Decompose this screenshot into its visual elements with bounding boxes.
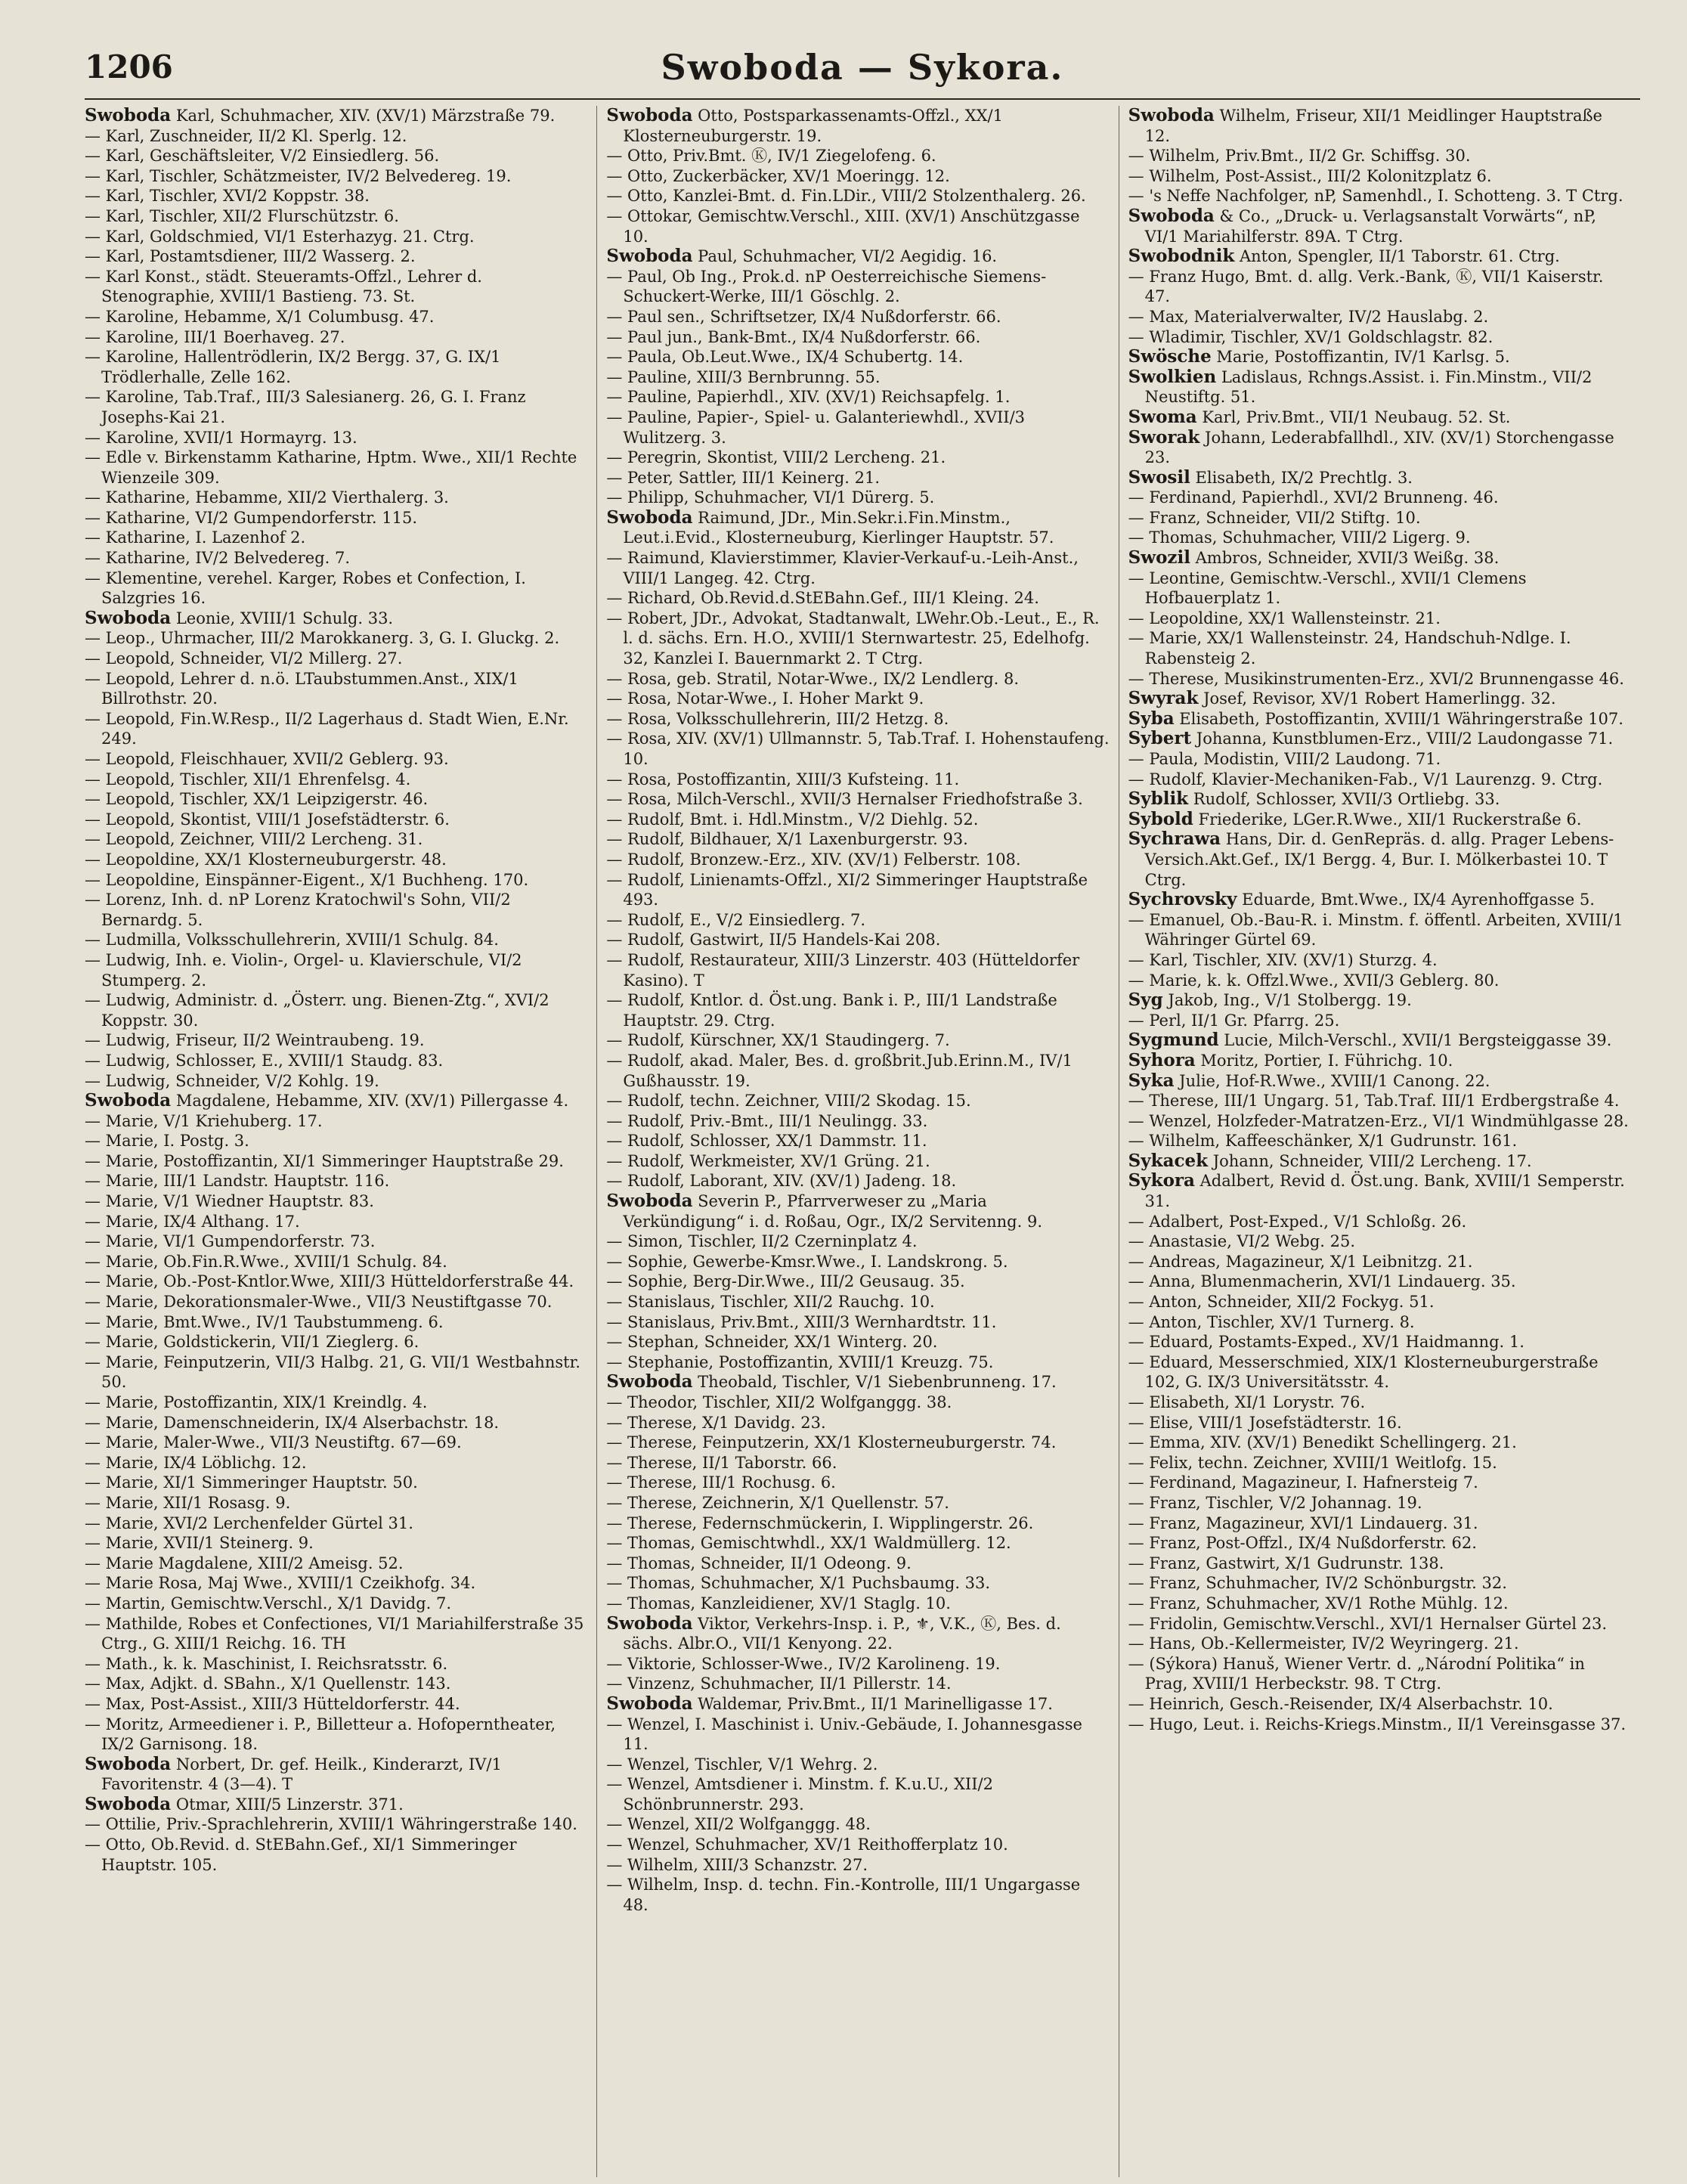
directory-entry: — Therese, Zeichnerin, X/1 Quellenstr. 57. — [606, 1493, 949, 1512]
directory-entry: — Marie, Feinputzerin, VII/3 Halbg. 21, G. VII/1 Westbahnstr. 50. — [85, 1352, 580, 1392]
directory-entry: — Marie, VI/1 Gumpendorferstr. 73. — [85, 1232, 376, 1251]
directory-entry: Swoboda Otto, Postsparkassenamts-Offzl., XX/1 Klosterneuburgerstr. 19. — [606, 106, 1003, 145]
directory-entry: Swosil Elisabeth, IX/2 Prechtlg. 3. — [1128, 466, 1413, 488]
directory-entry: — Ludwig, Inh. e. Violin-, Orgel- u. Klavierschule, VI/2 Stumperg. 2. — [85, 950, 522, 990]
directory-entry: — Marie, Postoffizantin, XI/1 Simmeringer Hauptstraße 29. — [85, 1151, 564, 1170]
directory-entry: — Rosa, Milch-Verschl., XVII/3 Hernalser Friedhofstraße 3. — [606, 790, 1083, 809]
directory-entry: — Wenzel, Tischler, V/1 Wehrg. 2. — [606, 1755, 878, 1774]
directory-entry: Swoboda Viktor, Verkehrs-Insp. i. P., ⚜, V.K., Ⓚ, Bes. d. sächs. Albr.O., VII/1 Kenyong. 22. — [606, 1612, 1061, 1653]
directory-entry: — Karoline, Tab.Traf., III/3 Salesianerg. 26, G. I. Franz Josephs-Kai 21. — [85, 388, 526, 426]
directory-entry: — Rudolf, Linienamts-Offzl., XI/2 Simmeringer Hauptstraße 493. — [606, 870, 1088, 909]
column-2 — [597, 106, 1119, 2177]
directory-entry: Sygmund Lucie, Milch-Verschl., XVII/1 Bergsteiggasse 39. — [1128, 1030, 1612, 1051]
directory-entry: — Rudolf, techn. Zeichner, VIII/2 Skodag. 15. — [606, 1092, 971, 1111]
directory-entry: — Wenzel, Schuhmacher, XV/1 Reithofferplatz 10. — [606, 1835, 1008, 1854]
directory-entry: Swoboda Wilhelm, Friseur, XII/1 Meidlinger Hauptstraße 12. — [1128, 106, 1602, 145]
directory-entry: — Paul sen., Schriftsetzer, IX/4 Nußdorferstr. 66. — [606, 307, 1001, 326]
directory-entry: — Peregrin, Skontist, VIII/2 Lercheng. 21. — [606, 448, 946, 467]
directory-entry: — Paul jun., Bank-Bmt., IX/4 Nußdorferstr. 66. — [606, 327, 981, 346]
directory-entry: — Karoline, XVII/1 Hormayrg. 13. — [85, 428, 358, 447]
directory-entry: — Martin, Gemischtw.Verschl., X/1 Davidg. 7. — [85, 1594, 452, 1612]
directory-entry: — Leopold, Fin.W.Resp., II/2 Lagerhaus d. Stadt Wien, E.Nr. 249. — [85, 709, 569, 748]
directory-entry: Swoboda Magdalene, Hebamme, XIV. (XV/1) Pillergasse 4. — [85, 1090, 569, 1111]
directory-entry: — Sophie, Berg-Dir.Wwe., III/2 Geusaug. 35. — [606, 1272, 965, 1291]
directory-entry: — Leopold, Schneider, VI/2 Millerg. 27. — [85, 649, 403, 668]
directory-entry: — Felix, techn. Zeichner, XVIII/1 Weitlofg. 15. — [1128, 1453, 1497, 1472]
directory-entry: — Marie, k. k. Offzl.Wwe., XVII/3 Geblerg. 80. — [1128, 971, 1500, 990]
directory-entry: — Franz, Gastwirt, X/1 Gudrunstr. 138. — [1128, 1554, 1444, 1572]
directory-entry: — Perl, II/1 Gr. Pfarrg. 25. — [1128, 1011, 1340, 1030]
directory-entry: — Rudolf, akad. Maler, Bes. d. großbrit.Jub.Erinn.M., IV/1 Gußhausstr. 19. — [606, 1051, 1073, 1090]
directory-entry: — Marie, Dekorationsmaler-Wwe., VII/3 Neustiftgasse 70. — [85, 1293, 553, 1312]
directory-entry: Sybert Johanna, Kunstblumen-Erz., VIII/2 Laudongasse 71. — [1128, 728, 1614, 749]
directory-entry: Syhora Moritz, Portier, I. Führichg. 10. — [1128, 1049, 1453, 1070]
directory-entry: — Franz, Magazineur, XVI/1 Lindauerg. 31. — [1128, 1513, 1478, 1532]
directory-entry: Swobodnik Anton, Spengler, II/1 Taborstr. 61. Ctrg. — [1128, 246, 1560, 267]
directory-entry: — Wladimir, Tischler, XV/1 Goldschlagstr. 82. — [1128, 327, 1494, 346]
directory-entry: — Eduard, Messerschmied, XIX/1 Klosterneuburgerstraße 102, G. IX/3 Universitätsstr. 4. — [1128, 1352, 1599, 1392]
column-3 — [1119, 106, 1640, 2177]
directory-entry: — Stanislaus, Tischler, XII/2 Rauchg. 10. — [606, 1293, 935, 1312]
directory-entry: — Pauline, XIII/3 Bernbrunng. 55. — [606, 367, 881, 386]
column-1 — [85, 106, 597, 2177]
directory-entry: — Lorenz, Inh. d. nP Lorenz Kratochwil's Sohn, VII/2 Bernardg. 5. — [85, 891, 511, 929]
directory-entry: — Marie, I. Postg. 3. — [85, 1132, 249, 1151]
directory-entry: — Philipp, Schuhmacher, VI/1 Dürerg. 5. — [606, 488, 935, 507]
directory-entry: — Rosa, Notar-Wwe., I. Hoher Markt 9. — [606, 689, 924, 708]
directory-entry: — Marie, III/1 Landstr. Hauptstr. 116. — [85, 1172, 390, 1191]
directory-entry: — Otto, Zuckerbäcker, XV/1 Moeringg. 12. — [606, 166, 950, 185]
directory-entry: — Emma, XIV. (XV/1) Benedikt Schellingerg. 21. — [1128, 1433, 1517, 1452]
directory-entry: — Klementine, verehel. Karger, Robes et Confection, I. Salzgries 16. — [85, 568, 526, 608]
directory-entry: — Karoline, III/1 Boerhaveg. 27. — [85, 327, 345, 346]
directory-entry: Swoboda Leonie, XVIII/1 Schulg. 33. — [85, 607, 394, 628]
directory-entry: — Leopoldine, XX/1 Klosterneuburgerstr. 48. — [85, 850, 447, 869]
directory-entry: — Rosa, Postoffizantin, XIII/3 Kufsteing. 11. — [606, 770, 960, 788]
directory-entry: — Franz, Schneider, VII/2 Stiftg. 10. — [1128, 508, 1421, 527]
directory-entry: — Wilhelm, Kaffeeschänker, X/1 Gudrunstr. 161. — [1128, 1132, 1518, 1151]
directory-entry: — Leopold, Lehrer d. n.ö. LTaubstummen.Anst., XIX/1 Billrothstr. 20. — [85, 669, 518, 708]
page-header — [85, 45, 1640, 100]
directory-entry: — Rudolf, Restaurateur, XIII/3 Linzerstr. 403 (Hütteldorfer Kasino). T — [606, 950, 1080, 990]
directory-entry: — Raimund, Klavierstimmer, Klavier-Verkauf-u.-Leih-Anst., VIII/1 Langeg. 42. Ctrg. — [606, 549, 1079, 587]
directory-entry: — Moritz, Armeediener i. P., Billetteur a. Hofoperntheater, IX/2 Garnisong. 18. — [85, 1715, 556, 1754]
directory-entry: — Karoline, Hallentrödlerin, IX/2 Bergg. 37, G. IX/1 Trödlerhalle, Zelle 162. — [85, 348, 501, 386]
directory-entry: Sykora Adalbert, Revid d. Öst.ung. Bank, XVIII/1 Semperstr. 31. — [1128, 1170, 1625, 1211]
directory-entry: — Anton, Schneider, XII/2 Fockyg. 51. — [1128, 1293, 1435, 1312]
directory-entry: — Marie, XI/1 Simmeringer Hauptstr. 50. — [85, 1473, 418, 1492]
directory-entry: — Therese, III/1 Ungarg. 51, Tab.Traf. III/1 Erdbergstraße 4. — [1128, 1092, 1620, 1111]
directory-entry: — Katharine, I. Lazenhof 2. — [85, 528, 306, 547]
directory-entry: — Leopold, Fleischhauer, XVII/2 Geblerg. 93. — [85, 750, 449, 768]
directory-entry: — Rudolf, Klavier-Mechaniken-Fab., V/1 Laurenzg. 9. Ctrg. — [1128, 770, 1603, 788]
directory-entry: — Ottokar, Gemischtw.Verschl., XIII. (XV/1) Anschützgasse 10. — [606, 206, 1080, 246]
directory-entry: Swoboda Theobald, Tischler, V/1 Siebenbrunneng. 17. — [606, 1371, 1057, 1392]
directory-entry: — Mathilde, Robes et Confectiones, VI/1 Mariahilferstraße 35 Ctrg., G. XIII/1 Reichg. 16. TH — [85, 1614, 584, 1653]
directory-entry: — Karl, Geschäftsleiter, V/2 Einsiedlerg. 56. — [85, 147, 440, 166]
directory-entry: — Vinzenz, Schuhmacher, II/1 Pillerstr. 14. — [606, 1674, 952, 1693]
directory-entry: — Paul, Ob Ing., Prok.d. nP Oesterreichische Siemens-Schuckert-Werke, III/1 Göschlg. 2. — [606, 267, 1047, 306]
directory-entry: — Leopoldine, XX/1 Wallensteinstr. 21. — [1128, 609, 1441, 627]
directory-entry: — Katharine, IV/2 Belvedereg. 7. — [85, 549, 351, 568]
page-number: 1206 — [85, 48, 173, 85]
directory-entry: — Rudolf, Kntlor. d. Öst.ung. Bank i. P., III/1 Landstraße Hauptstr. 29. Ctrg. — [606, 991, 1057, 1030]
directory-entry: — Karl Konst., städt. Steueramts-Offzl., Lehrer d. Stenographie, XVIII/1 Bastieng. 73. St. — [85, 267, 482, 306]
directory-entry: — Pauline, Papierhdl., XIV. (XV/1) Reichsapfelg. 1. — [606, 388, 1011, 407]
directory-entry: — Wenzel, I. Maschinist i. Univ.-Gebäude, I. Johannesgasse 11. — [606, 1715, 1082, 1754]
directory-entry: — Andreas, Magazineur, X/1 Leibnitzg. 21. — [1128, 1252, 1473, 1271]
running-title: Swoboda — Sykora. — [661, 47, 1064, 88]
directory-entry: Swösche Marie, Postoffizantin, IV/1 Karlsg. 5. — [1128, 346, 1510, 367]
directory-entry: — Elise, VIII/1 Josefstädterstr. 16. — [1128, 1413, 1402, 1432]
directory-entry: — Max, Post-Assist., XIII/3 Hütteldorferstr. 44. — [85, 1694, 460, 1713]
directory-entry: — Thomas, Kanzleidiener, XV/1 Staglg. 10. — [606, 1594, 951, 1612]
directory-entry: — Paula, Modistin, VIII/2 Laudong. 71. — [1128, 750, 1441, 768]
directory-entry: — Stephan, Schneider, XX/1 Winterg. 20. — [606, 1333, 938, 1352]
directory-entry: — Thomas, Schuhmacher, X/1 Puchsbaumg. 33. — [606, 1574, 991, 1593]
directory-entry: — Rudolf, E., V/2 Einsiedlerg. 7. — [606, 910, 866, 929]
directory-entry: — Ludwig, Schlosser, E., XVIII/1 Staudg. 83. — [85, 1051, 444, 1070]
directory-entry: — Leopold, Tischler, XX/1 Leipzigerstr. 46. — [85, 790, 429, 809]
directory-entry: Swolkien Ladislaus, Rchngs.Assist. i. Fin.Minstm., VII/2 Neustiftg. 51. — [1128, 366, 1593, 407]
directory-entry: — Hans, Ob.-Kellermeister, IV/2 Weyringerg. 21. — [1128, 1634, 1519, 1653]
directory-entry: — Franz, Schuhmacher, XV/1 Rothe Mühlg. 12. — [1128, 1594, 1509, 1612]
directory-entry: — Leopold, Zeichner, VIII/2 Lercheng. 31. — [85, 830, 423, 849]
directory-entry: — Otto, Priv.Bmt. Ⓚ, IV/1 Ziegelofeng. 6. — [606, 147, 936, 166]
directory-entry: — Marie, Ob.Fin.R.Wwe., XVIII/1 Schulg. 84. — [85, 1252, 447, 1271]
directory-entry: — Otto, Ob.Revid. d. StEBahn.Gef., XI/1 Simmeringer Hauptstr. 105. — [85, 1835, 517, 1874]
directory-entry: — Franz, Schuhmacher, IV/2 Schönburgstr. 32. — [1128, 1574, 1507, 1593]
directory-entry: — Pauline, Papier-, Spiel- u. Galanteriewhdl., XVII/3 Wulitzerg. 3. — [606, 407, 1026, 447]
directory-entry: — Rudolf, Priv.-Bmt., III/1 Neulingg. 33. — [606, 1111, 928, 1130]
directory-entry: — Marie, Maler-Wwe., VII/3 Neustiftg. 67—69. — [85, 1433, 462, 1452]
directory-entry: — Katharine, Hebamme, XII/2 Vierthalerg. 3. — [85, 488, 449, 507]
directory-entry: Syblik Rudolf, Schlosser, XVII/3 Ortliebg. 33. — [1128, 788, 1500, 810]
directory-entry: — Rudolf, Bildhauer, X/1 Laxenburgerstr. 93. — [606, 830, 968, 849]
directory-entry: Sybold Friederike, LGer.R.Wwe., XII/1 Ruckerstraße 6. — [1128, 808, 1582, 829]
directory-entry: — Eduard, Postamts-Exped., XV/1 Haidmanng. 1. — [1128, 1333, 1524, 1352]
directory-entry: — Elisabeth, XI/1 Lorystr. 76. — [1128, 1393, 1366, 1411]
directory-entry: — Marie, Bmt.Wwe., IV/1 Taubstummeng. 6. — [85, 1312, 444, 1331]
directory-entry: — Karl, Goldschmied, VI/1 Esterhazyg. 21. Ctrg. — [85, 227, 475, 246]
directory-entry: Swozil Ambros, Schneider, XVII/3 Weißg. 38. — [1128, 547, 1500, 568]
directory-entry: — Leopold, Tischler, XII/1 Ehrenfelsg. 4. — [85, 770, 411, 788]
directory-entry: — Therese, II/1 Taborstr. 66. — [606, 1453, 837, 1472]
directory-entry: — Ludwig, Friseur, II/2 Weintraubeng. 19. — [85, 1031, 425, 1050]
directory-entry: — Wilhelm, Post-Assist., III/2 Kolonitzplatz 6. — [1128, 166, 1492, 185]
directory-entry: — Marie, V/1 Kriehuberg. 17. — [85, 1111, 323, 1130]
directory-entry: Swoma Karl, Priv.Bmt., VII/1 Neubaug. 52. St. — [1128, 406, 1511, 427]
directory-entry: Swoboda Karl, Schuhmacher, XIV. (XV/1) Märzstraße 79. — [85, 106, 556, 125]
directory-entry: Swoboda Otmar, XIII/5 Linzerstr. 371. — [85, 1793, 404, 1814]
directory-entry: — Leontine, Gemischtw.-Verschl., XVII/1 Clemens Hofbauerplatz 1. — [1128, 568, 1527, 608]
directory-entry: — Stanislaus, Priv.Bmt., XIII/3 Wernhardtstr. 11. — [606, 1312, 997, 1331]
directory-entry: Swyrak Josef, Revisor, XV/1 Robert Hamerlingg. 32. — [1128, 688, 1556, 709]
directory-entry: — Karoline, Hebamme, X/1 Columbusg. 47. — [85, 307, 435, 326]
columns-container — [85, 106, 1640, 2177]
directory-entry: — Ludwig, Administr. d. „Österr. ung. Bienen-Ztg.“, XVI/2 Koppstr. 30. — [85, 991, 549, 1030]
directory-entry: — Math., k. k. Maschinist, I. Reichsratsstr. 6. — [85, 1654, 448, 1673]
directory-entry: Sworak Johann, Lederabfallhdl., XIV. (XV/1) Storchengasse 23. — [1128, 426, 1614, 467]
directory-entry: — Wilhelm, XIII/3 Schanzstr. 27. — [606, 1855, 868, 1874]
directory-entry: — Anastasie, VI/2 Webg. 25. — [1128, 1232, 1356, 1251]
directory-entry: Sykacek Johann, Schneider, VIII/2 Lercheng. 17. — [1128, 1150, 1532, 1171]
directory-entry: — Rudolf, Bmt. i. Hdl.Minstm., V/2 Diehlg. 52. — [606, 810, 979, 829]
directory-entry: — Rosa, Volksschullehrerin, III/2 Hetzg. 8. — [606, 709, 949, 728]
directory-entry: — Therese, X/1 Davidg. 23. — [606, 1413, 826, 1432]
directory-entry: Sychrawa Hans, Dir. d. GenRepräs. d. allg. Prager Lebens-Versich.Akt.Gef., IX/1 Bergg. 4, Bur. I. Mölkerbastei 10. T Ctrg. — [1128, 829, 1614, 889]
directory-entry: — Therese, III/1 Rochusg. 6. — [606, 1473, 836, 1492]
directory-entry: — Marie, XII/1 Rosasg. 9. — [85, 1493, 291, 1512]
directory-entry: — Katharine, VI/2 Gumpendorferstr. 115. — [85, 508, 418, 527]
directory-entry: — Rosa, geb. Stratil, Notar-Wwe., IX/2 Lendlerg. 8. — [606, 669, 1020, 688]
directory-entry: — Ferdinand, Magazineur, I. Hafnersteig 7. — [1128, 1473, 1478, 1492]
directory-entry: — Max, Materialverwalter, IV/2 Hauslabg. 2. — [1128, 307, 1489, 326]
directory-entry: — Wilhelm, Priv.Bmt., II/2 Gr. Schiffsg. 30. — [1128, 147, 1471, 166]
directory-entry: — Marie, V/1 Wiedner Hauptstr. 83. — [85, 1192, 374, 1211]
directory-entry: — Thomas, Schneider, II/1 Odeong. 9. — [606, 1554, 912, 1572]
directory-entry: — Karl, Postamtsdiener, III/2 Wasserg. 2. — [85, 247, 416, 266]
directory-entry: Swoboda Paul, Schuhmacher, VI/2 Aegidig. 16. — [606, 246, 998, 267]
directory-entry: — Theodor, Tischler, XII/2 Wolfganggg. 38. — [606, 1393, 952, 1411]
directory-entry: — Viktorie, Schlosser-Wwe., IV/2 Karolineng. 19. — [606, 1654, 1001, 1673]
directory-entry: Sychrovsky Eduarde, Bmt.Wwe., IX/4 Ayrenhoffgasse 5. — [1128, 889, 1595, 910]
directory-entry: Syba Elisabeth, Postoffizantin, XVIII/1 Währingerstraße 107. — [1128, 708, 1624, 729]
directory-entry: — Robert, JDr., Advokat, Stadtanwalt, LWehr.Ob.-Leut., E., R. l. d. sächs. Ern. H.O., XVIII/1 Sternwartestr. 25, Edelhofg. 32, Kanzlei I. Bauernmarkt 2. T Ctrg. — [606, 609, 1100, 668]
directory-entry: — Rudolf, Bronzew.-Erz., XIV. (XV/1) Felberstr. 108. — [606, 850, 1021, 869]
directory-entry: — Marie, XX/1 Wallensteinstr. 24, Handschuh-Ndlge. I. Rabensteig 2. — [1128, 629, 1571, 668]
directory-entry: Swoboda Norbert, Dr. gef. Heilk., Kinderarzt, IV/1 Favoritenstr. 4 (3—4). T — [85, 1753, 502, 1794]
directory-entry: — Fridolin, Gemischtw.Verschl., XVI/1 Hernalser Gürtel 23. — [1128, 1614, 1608, 1633]
directory-entry: Swoboda & Co., „Druck- u. Verlagsanstalt Vorwärts“, nP, VI/1 Mariahilferstr. 89A. T Ctrg. — [1128, 205, 1596, 246]
directory-entry: — Marie, Goldstickerin, VII/1 Zieglerg. 6. — [85, 1333, 419, 1352]
directory-entry: — (Sýkora) Hanuš, Wiener Vertr. d. „Národní Politika“ in Prag, XVIII/1 Herbeckstr. 98. T Ctrg. — [1128, 1654, 1585, 1693]
directory-entry: — Paula, Ob.Leut.Wwe., IX/4 Schubertg. 14. — [606, 348, 964, 367]
directory-entry: — Anton, Tischler, XV/1 Turnerg. 8. — [1128, 1312, 1415, 1331]
directory-entry: — Wenzel, XII/2 Wolfganggg. 48. — [606, 1815, 871, 1834]
directory-entry: — Marie, Damenschneiderin, IX/4 Alserbachstr. 18. — [85, 1413, 500, 1432]
directory-entry: — Otto, Kanzlei-Bmt. d. Fin.LDir., VIII/2 Stolzenthalerg. 26. — [606, 187, 1086, 206]
directory-entry: — Karl, Tischler, XIV. (XV/1) Sturzg. 4. — [1128, 950, 1438, 969]
directory-entry: — Wenzel, Amtsdiener i. Minstm. f. K.u.U., XII/2 Schönbrunnerstr. 293. — [606, 1775, 993, 1814]
directory-entry: — Marie Rosa, Maj Wwe., XVIII/1 Czeikhofg. 34. — [85, 1574, 476, 1593]
directory-entry: — Karl, Tischler, XII/2 Flurschützstr. 6. — [85, 206, 399, 225]
directory-entry: — Karl, Tischler, Schätzmeister, IV/2 Belvedereg. 19. — [85, 166, 512, 185]
directory-entry: Syka Julie, Hof-R.Wwe., XVIII/1 Canong. 22. — [1128, 1070, 1490, 1091]
directory-entry: — Rudolf, Schlosser, XX/1 Dammstr. 11. — [606, 1132, 927, 1151]
directory-entry: — Richard, Ob.Revid.d.StEBahn.Gef., III/1 Kleing. 24. — [606, 589, 1039, 608]
directory-entry: Swoboda Waldemar, Priv.Bmt., II/1 Marinelligasse 17. — [606, 1693, 1053, 1714]
directory-entry: — Marie, Ob.-Post-Kntlor.Wwe, XIII/3 Hütteldorferstraße 44. — [85, 1272, 574, 1291]
directory-entry: — Wenzel, Holzfeder-Matratzen-Erz., VI/1 Windmühlgasse 28. — [1128, 1111, 1629, 1130]
directory-entry: — Rudolf, Gastwirt, II/5 Handels-Kai 208. — [606, 931, 941, 949]
directory-entry: — Leopold, Skontist, VIII/1 Josefstädterstr. 6. — [85, 810, 450, 829]
directory-entry: Swoboda Severin P., Pfarrverweser zu „Maria Verkündigung“ i. d. Roßau, Ogr., IX/2 Servitenng. 9. — [606, 1191, 1043, 1231]
directory-entry: — Therese, Federnschmückerin, I. Wipplingerstr. 26. — [606, 1513, 1034, 1532]
directory-entry: — Thomas, Gemischtwhdl., XX/1 Waldmüllerg. 12. — [606, 1534, 1011, 1553]
directory-entry: — Ferdinand, Papierhdl., XVI/2 Brunneng. 46. — [1128, 488, 1499, 507]
directory-entry: — Ottilie, Priv.-Sprachlehrerin, XVIII/1 Währingerstraße 140. — [85, 1815, 577, 1834]
directory-entry: — Simon, Tischler, II/2 Czerninplatz 4. — [606, 1232, 918, 1251]
directory-entry: Swoboda Raimund, JDr., Min.Sekr.i.Fin.Minstm., Leut.i.Evid., Klosterneuburg, Kierlinger Hauptstr. 57. — [606, 507, 1054, 547]
directory-entry: — Sophie, Gewerbe-Kmsr.Wwe., I. Landskrong. 5. — [606, 1252, 1008, 1271]
directory-entry: — 's Neffe Nachfolger, nP, Samenhdl., I. Schotteng. 3. T Ctrg. — [1128, 187, 1624, 206]
directory-entry: — Ludwig, Schneider, V/2 Kohlg. 19. — [85, 1071, 379, 1090]
directory-entry: — Marie, IX/4 Löblichg. 12. — [85, 1453, 307, 1472]
directory-entry: — Peter, Sattler, III/1 Keinerg. 21. — [606, 468, 881, 487]
directory-entry: — Thomas, Schuhmacher, VIII/2 Ligerg. 9. — [1128, 528, 1471, 547]
directory-entry: — Marie, XVII/1 Steinerg. 9. — [85, 1534, 314, 1553]
directory-entry: — Edle v. Birkenstamm Katharine, Hptm. Wwe., XII/1 Rechte Wienzeile 309. — [85, 448, 577, 487]
directory-entry: — Rudolf, Werkmeister, XV/1 Grüng. 21. — [606, 1151, 930, 1170]
directory-entry: — Hugo, Leut. i. Reichs-Kriegs.Minstm., II/1 Vereinsgasse 37. — [1128, 1715, 1627, 1733]
directory-entry: — Franz Hugo, Bmt. d. allg. Verk.-Bank, Ⓚ, VII/1 Kaiserstr. 47. — [1128, 267, 1604, 306]
directory-entry: — Marie, Postoffizantin, XIX/1 Kreindlg. 4. — [85, 1393, 428, 1411]
directory-entry: Syg Jakob, Ing., V/1 Stolbergg. 19. — [1128, 990, 1412, 1011]
directory-entry: — Stephanie, Postoffizantin, XVIII/1 Kreuzg. 75. — [606, 1352, 994, 1371]
directory-entry: — Marie Magdalene, XIII/2 Ameisg. 52. — [85, 1554, 404, 1572]
directory-entry: — Rudolf, Kürschner, XX/1 Staudingerg. 7. — [606, 1031, 950, 1050]
directory-entry: — Heinrich, Gesch.-Reisender, IX/4 Alserbachstr. 10. — [1128, 1694, 1553, 1713]
directory-entry: — Ludmilla, Volksschullehrerin, XVIII/1 Schulg. 84. — [85, 931, 499, 949]
directory-entry: — Therese, Musikinstrumenten-Erz., XVI/2 Brunnengasse 46. — [1128, 669, 1624, 688]
directory-entry: — Therese, Feinputzerin, XX/1 Klosterneuburgerstr. 74. — [606, 1433, 1057, 1452]
directory-entry: — Leop., Uhrmacher, III/2 Marokkanerg. 3, G. I. Gluckg. 2. — [85, 629, 560, 648]
directory-entry: — Karl, Zuschneider, II/2 Kl. Sperlg. 12. — [85, 126, 407, 145]
directory-entry: — Franz, Tischler, V/2 Johannag. 19. — [1128, 1493, 1422, 1512]
directory-entry: — Karl, Tischler, XVI/2 Koppstr. 38. — [85, 187, 370, 206]
directory-entry: — Adalbert, Post-Exped., V/1 Schloßg. 26. — [1128, 1212, 1467, 1231]
directory-entry: — Anna, Blumenmacherin, XVI/1 Lindauerg. 35. — [1128, 1272, 1516, 1291]
directory-entry: — Leopoldine, Einspänner-Eigent., X/1 Buchheng. 170. — [85, 870, 529, 889]
directory-entry: — Rosa, XIV. (XV/1) Ullmannstr. 5, Tab.Traf. I. Hohenstaufeng. 10. — [606, 730, 1110, 768]
directory-entry: — Rudolf, Laborant, XIV. (XV/1) Jadeng. 18. — [606, 1172, 957, 1191]
directory-entry: — Franz, Post-Offzl., IX/4 Nußdorferstr. 62. — [1128, 1534, 1477, 1553]
directory-entry: — Marie, XVI/2 Lerchenfelder Gürtel 31. — [85, 1513, 413, 1532]
directory-entry: — Marie, IX/4 Althang. 17. — [85, 1212, 300, 1231]
directory-entry: — Wilhelm, Insp. d. techn. Fin.-Kontrolle, III/1 Ungargasse 48. — [606, 1876, 1081, 1914]
directory-entry: — Emanuel, Ob.-Bau-R. i. Minstm. f. öffentl. Arbeiten, XVIII/1 Währinger Gürtel 69. — [1128, 910, 1624, 949]
directory-entry: — Max, Adjkt. d. SBahn., X/1 Quellenstr. 143. — [85, 1674, 451, 1693]
